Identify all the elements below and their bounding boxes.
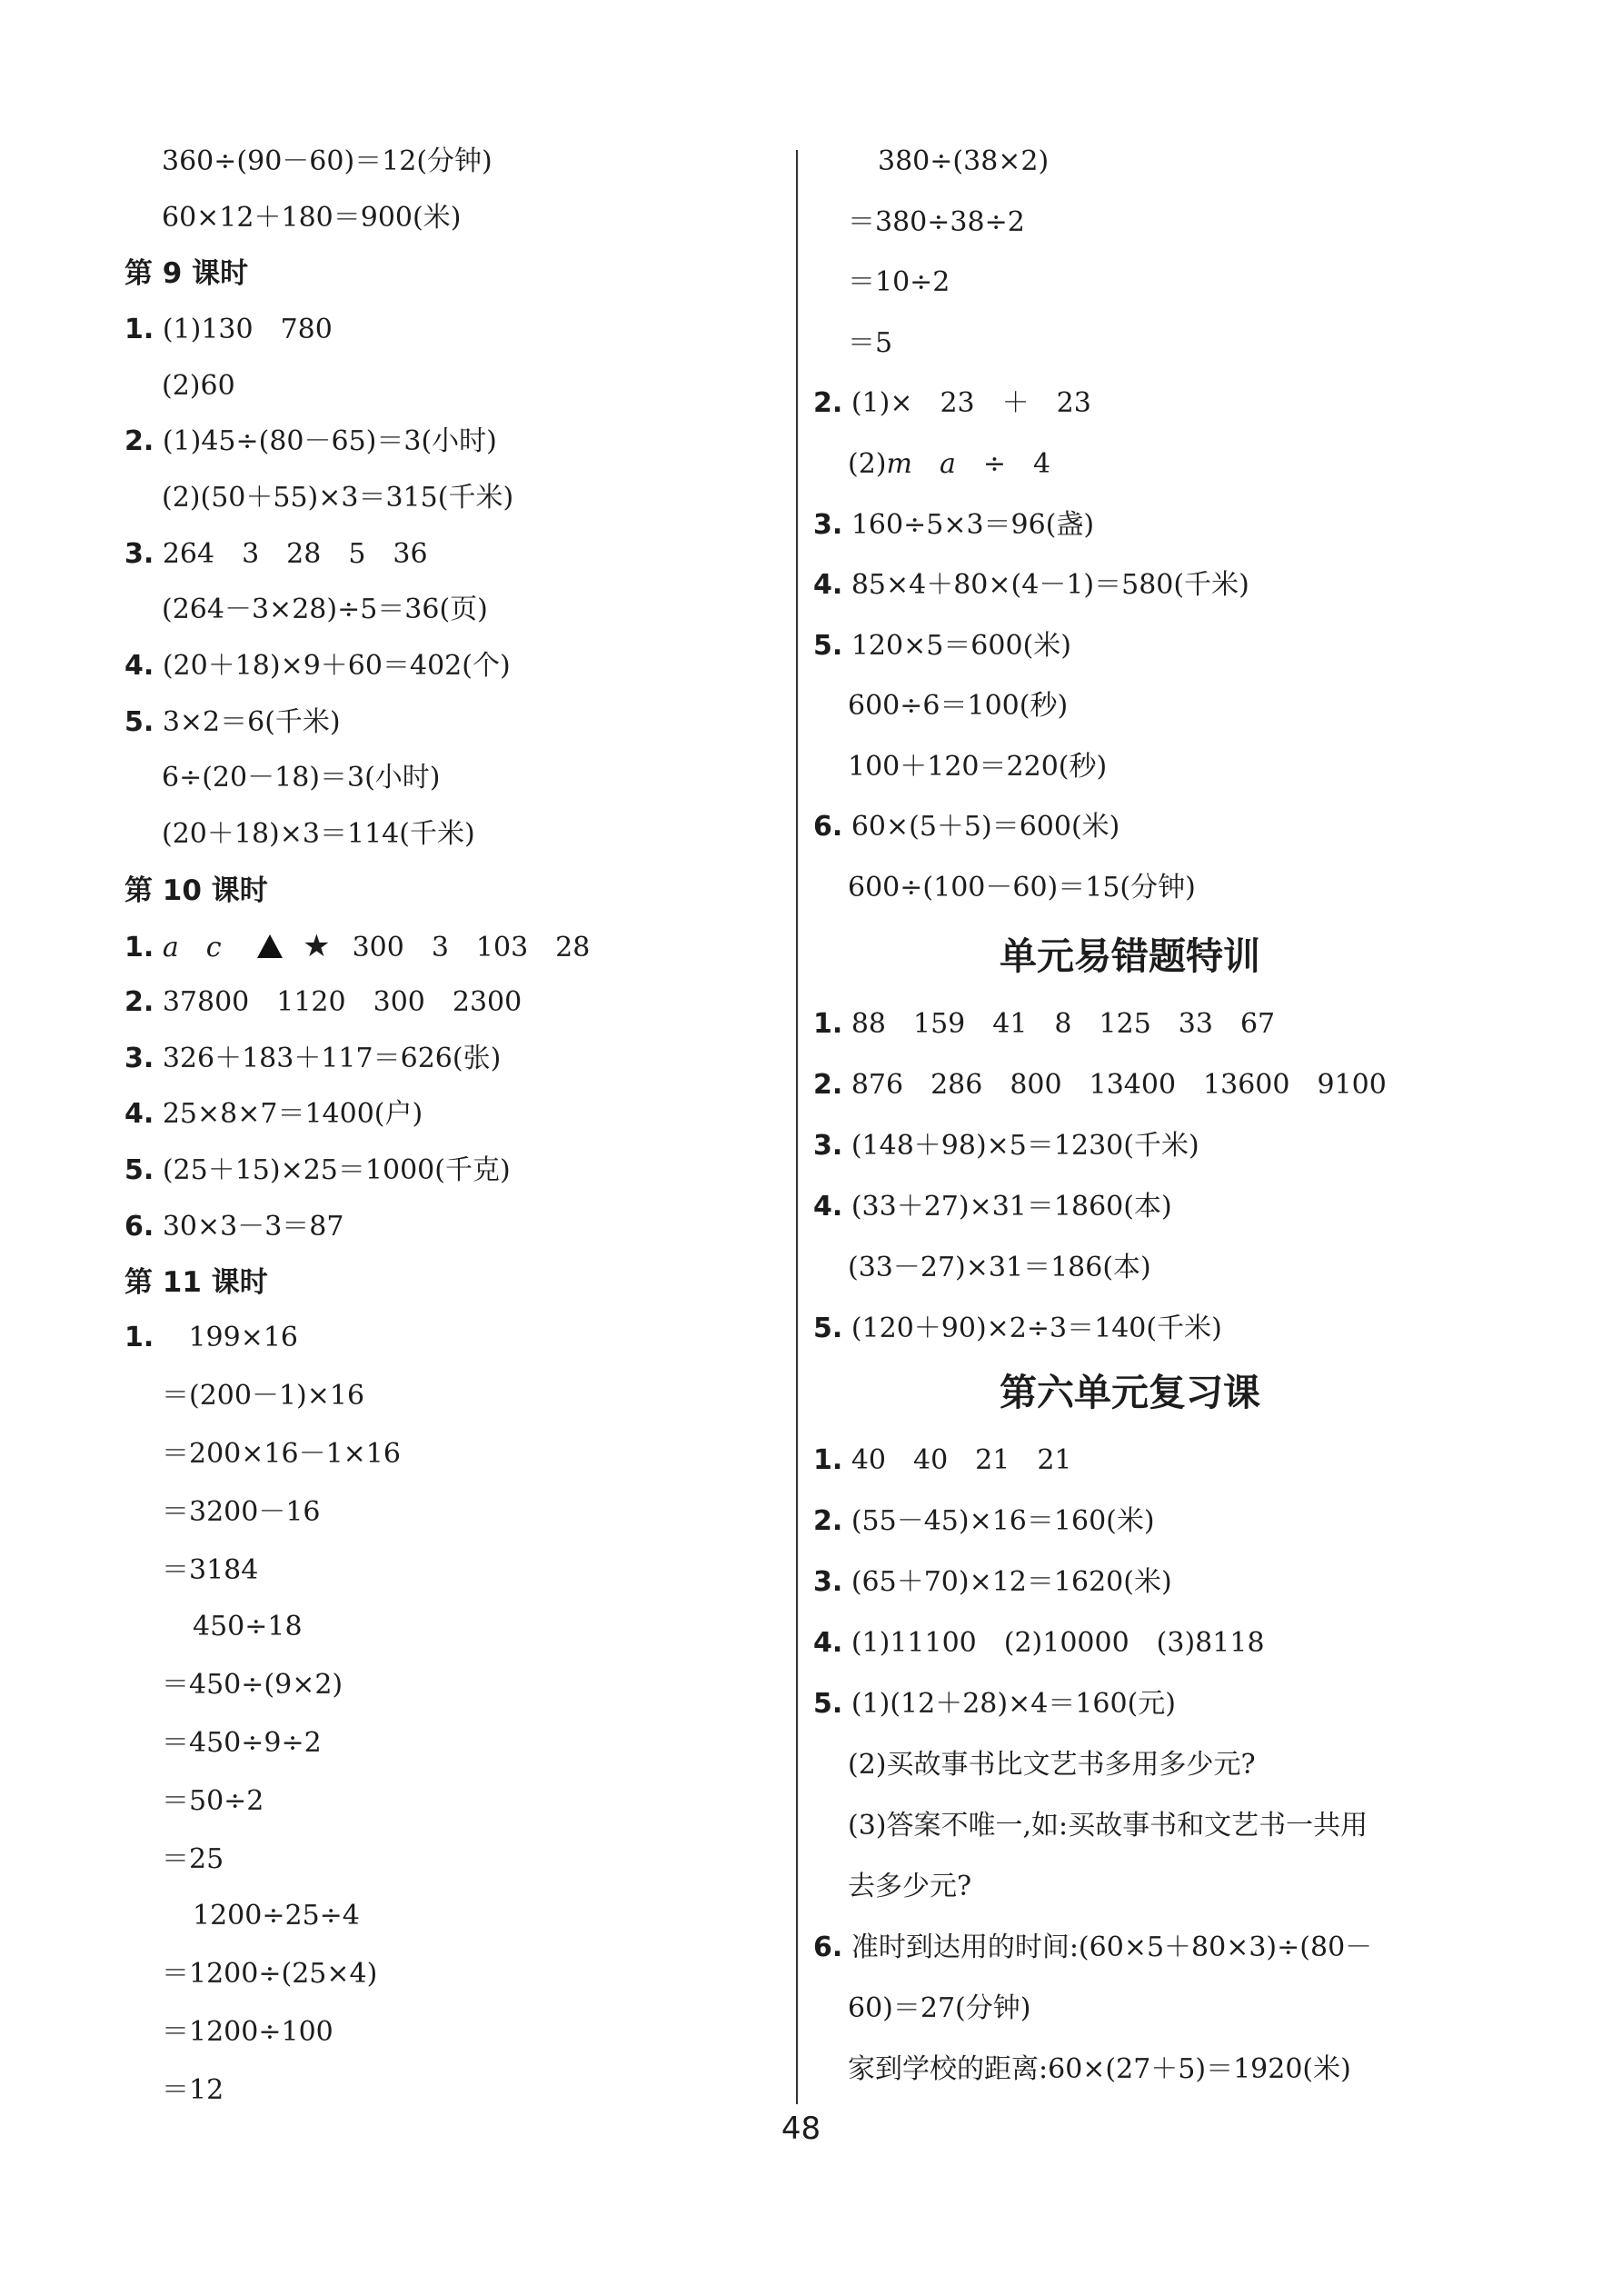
answer-line: 360÷(90－60)＝12(分钟) [162, 145, 493, 177]
answer-line: ＝25 [162, 1843, 224, 1875]
question-number: 4. [124, 650, 154, 682]
answer-line: ＝5 [848, 327, 893, 359]
answer-text: 120×5＝600(米) [851, 630, 1071, 662]
column-divider [796, 150, 798, 2104]
answer-text: 40 40 21 21 [851, 1444, 1072, 1476]
answer-line: 60)＝27(分钟) [848, 1992, 1031, 2024]
answer-line: ＝50÷2 [162, 1785, 264, 1817]
question-number: 4. [813, 1627, 843, 1659]
question-number: 2. [124, 986, 154, 1018]
question-3 [124, 536, 428, 573]
answer-line: (264－3×28)÷5＝36(页) [162, 594, 488, 625]
star-icon: ★ [303, 928, 331, 964]
question-number: 2. [813, 387, 843, 419]
question-number: 1. [124, 1322, 154, 1353]
answer-line: (2)(50＋55)×3＝315(千米) [162, 482, 514, 514]
answer-text: 30×3－3＝87 [162, 1211, 344, 1243]
unit6-review-heading: 第六单元复习课 [1000, 1371, 1260, 1414]
lesson-11-heading: 第 11 课时 [124, 1266, 268, 1299]
answer-line: ＝450÷(9×2) [162, 1669, 343, 1701]
question-3 [124, 1041, 501, 1077]
answer-text: 37800 1120 300 2300 [162, 986, 522, 1018]
question-5 [124, 1153, 511, 1189]
question-2 [813, 385, 1091, 422]
answer-line: ＝380÷38÷2 [848, 206, 1025, 238]
answer-text: 3×2＝6(千米) [162, 706, 341, 738]
question-6 [813, 1930, 1372, 1966]
answer-line: 去多少元? [848, 1871, 972, 1902]
answer-text: (33＋27)×31＝1860(本) [851, 1191, 1172, 1223]
question-number: 4. [813, 1191, 843, 1223]
lesson-9-heading: 第 9 课时 [124, 257, 249, 290]
question-number: 5. [813, 1688, 843, 1720]
question-number: 3. [124, 1043, 154, 1074]
answer-line: 60×12＋180＝900(米) [162, 202, 462, 234]
answer-text: (65＋70)×12＝1620(米) [851, 1566, 1172, 1598]
answer-line: (3)答案不唯一,如:买故事书和文艺书一共用 [848, 1810, 1368, 1842]
page-number: 48 [781, 2111, 821, 2147]
question-number: 2. [124, 425, 154, 457]
answer-text: 876 286 800 13400 13600 9100 [851, 1069, 1387, 1101]
question-4 [813, 1189, 1172, 1225]
question-5 [813, 1686, 1176, 1722]
question-1 [813, 1006, 1275, 1043]
answer-text: (1)130 780 [162, 314, 333, 345]
answer-line: ＝1200÷(25×4) [162, 1958, 378, 1990]
answer-text: (1)45÷(80－65)＝3(小时) [162, 425, 497, 457]
answer-line: ＝12 [162, 2074, 224, 2106]
question-2 [813, 1503, 1155, 1540]
letter-m: m [886, 448, 912, 480]
triangle-icon [257, 934, 283, 958]
answer-line [848, 446, 1050, 483]
question-3 [813, 1128, 1199, 1164]
question-number: 5. [124, 1154, 154, 1186]
question-1 [124, 312, 333, 348]
question-number: 6. [813, 1932, 843, 1963]
answer-text: (120＋90)×2÷3＝140(千米) [851, 1313, 1222, 1344]
question-5 [124, 704, 341, 741]
question-1 [124, 1320, 298, 1356]
letter-a: a [939, 448, 956, 480]
answer-line: (20＋18)×3＝114(千米) [162, 818, 475, 850]
question-number: 4. [813, 569, 843, 601]
answer-text: (25＋15)×25＝1000(千克) [162, 1154, 511, 1186]
question-5 [813, 1311, 1222, 1347]
answer-text: 88 159 41 8 125 33 67 [851, 1008, 1276, 1040]
answer-line: ＝3200－16 [162, 1496, 321, 1528]
question-number: 5. [124, 706, 154, 738]
answer-line: 6÷(20－18)＝3(小时) [162, 762, 441, 794]
answer-line: ＝10÷2 [848, 266, 950, 298]
lesson-10-heading: 第 10 课时 [124, 874, 268, 907]
answer-text: 160÷5×3＝96(盏) [851, 509, 1095, 541]
question-number: 1. [813, 1444, 843, 1476]
question-2 [124, 984, 522, 1021]
answer-line: 家到学校的距离:60×(27＋5)＝1920(米) [848, 2053, 1351, 2085]
question-2 [124, 424, 497, 460]
answer-line: (2)买故事书比文艺书多用多少元? [848, 1749, 1256, 1781]
answer-text: ÷ 4 [982, 448, 1051, 480]
question-number: 2. [813, 1505, 843, 1537]
question-number: 5. [813, 630, 843, 662]
answer-text: 25×8×7＝1400(户) [162, 1098, 423, 1130]
answer-text: (148＋98)×5＝1230(千米) [851, 1130, 1199, 1162]
answer-text: 326＋183＋117＝626(张) [162, 1043, 502, 1074]
question-4 [124, 1096, 423, 1133]
letter-c: c [205, 932, 222, 963]
question-4 [813, 567, 1249, 604]
question-6 [124, 1209, 344, 1245]
answer-text: (1)(12＋28)×4＝160(元) [851, 1688, 1176, 1720]
question-number: 3. [124, 538, 154, 570]
answer-text: 85×4＋80×(4－1)＝580(千米) [851, 569, 1249, 601]
question-number: 1. [124, 932, 154, 963]
question-number: 6. [124, 1211, 154, 1243]
answer-line: 600÷(100－60)＝15(分钟) [848, 872, 1196, 903]
answer-text: 300 3 103 28 [352, 932, 591, 963]
answer-text: (55－45)×16＝160(米) [851, 1505, 1155, 1537]
question-number: 4. [124, 1098, 154, 1130]
answer-line: 1200÷25÷4 [193, 1900, 360, 1932]
question-number: 3. [813, 509, 843, 541]
question-4 [124, 648, 511, 684]
question-number: 1. [124, 314, 154, 345]
answer-line: (2)60 [162, 370, 235, 402]
answer-line: ＝200×16－1×16 [162, 1438, 401, 1470]
answer-text: 264 3 28 5 36 [162, 538, 428, 570]
question-1 [124, 928, 590, 966]
unit-errors-heading: 单元易错题特训 [1000, 934, 1260, 978]
answer-line: (33－27)×31＝186(本) [848, 1252, 1151, 1283]
question-3 [813, 1564, 1172, 1601]
answer-line: ＝(200－1)×16 [162, 1380, 365, 1412]
answer-text: (20＋18)×9＋60＝402(个) [162, 650, 511, 682]
question-number: 5. [813, 1313, 843, 1344]
question-4 [813, 1625, 1265, 1662]
question-3 [813, 507, 1094, 544]
question-2 [813, 1067, 1387, 1103]
answer-line: ＝450÷9÷2 [162, 1727, 322, 1759]
answer-text: 准时到达用的时间:(60×5＋80×3)÷(80－ [851, 1932, 1373, 1963]
question-number: 3. [813, 1130, 843, 1162]
question-number: 3. [813, 1566, 843, 1598]
question-number: 1. [813, 1008, 843, 1040]
answer-text: 199×16 [188, 1322, 299, 1353]
question-1 [813, 1442, 1072, 1479]
question-5 [813, 628, 1071, 664]
answer-line: ＝1200÷100 [162, 2016, 333, 2048]
question-6 [813, 809, 1119, 845]
answer-text: 60×(5＋5)＝600(米) [851, 811, 1120, 843]
question-number: 2. [813, 1069, 843, 1101]
answer-line: 450÷18 [193, 1611, 303, 1642]
answer-text: (1)× 23 ＋ 23 [851, 387, 1091, 419]
question-number: 6. [813, 811, 843, 843]
answer-line: 100＋120＝220(秒) [848, 751, 1108, 783]
answer-line: 600÷6＝100(秒) [848, 690, 1069, 722]
answer-text: (1)11100 (2)10000 (3)8118 [851, 1627, 1265, 1659]
answer-line: ＝3184 [162, 1554, 259, 1586]
answer-text: (2) [848, 448, 887, 480]
answer-line: 380÷(38×2) [878, 145, 1050, 177]
letter-a: a [162, 932, 179, 963]
